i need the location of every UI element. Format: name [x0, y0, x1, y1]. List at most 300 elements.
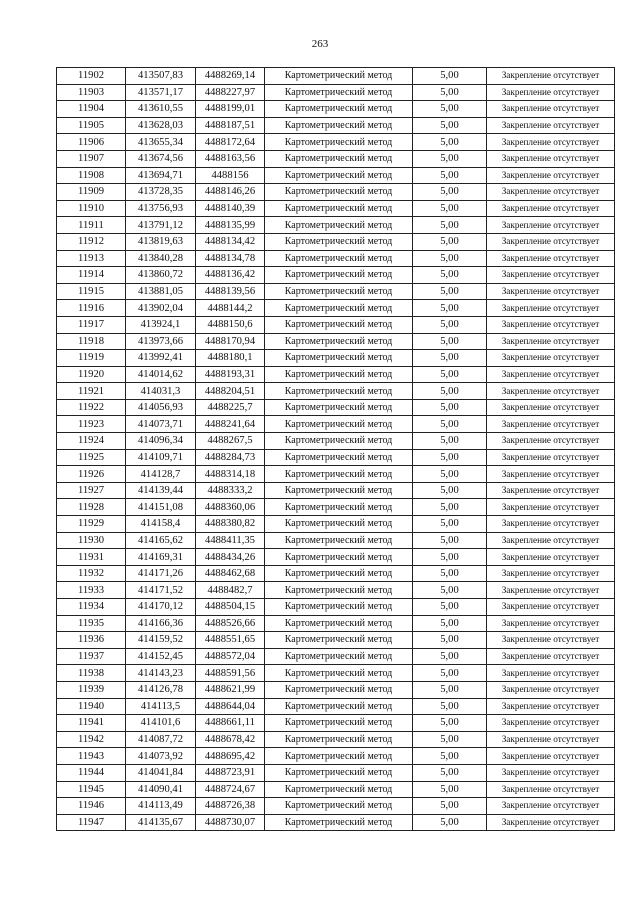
point-number-cell: 11916 [57, 300, 126, 317]
coordinates-table-body [57, 68, 615, 831]
method-cell: Картометрический метод [265, 200, 413, 217]
method-cell: Картометрический метод [265, 681, 413, 698]
method-cell: Картометрический метод [265, 283, 413, 300]
method-cell: Картометрический метод [265, 150, 413, 167]
point-number-cell: 11934 [57, 599, 126, 616]
x-coordinate-cell: 414166,36 [126, 615, 196, 632]
y-coordinate-cell: 4488241,64 [196, 416, 265, 433]
accuracy-cell: 5,00 [413, 333, 487, 350]
x-coordinate-cell: 414113,5 [126, 698, 196, 715]
point-number-cell: 11940 [57, 698, 126, 715]
accuracy-cell: 5,00 [413, 781, 487, 798]
marker-description-cell: Закрепление отсутствует [487, 117, 615, 134]
point-number-cell: 11941 [57, 715, 126, 732]
table-row [57, 134, 615, 151]
accuracy-cell: 5,00 [413, 698, 487, 715]
method-cell: Картометрический метод [265, 316, 413, 333]
accuracy-cell: 5,00 [413, 217, 487, 234]
accuracy-cell: 5,00 [413, 764, 487, 781]
point-number-cell: 11944 [57, 764, 126, 781]
accuracy-cell: 5,00 [413, 383, 487, 400]
accuracy-cell: 5,00 [413, 499, 487, 516]
method-cell: Картометрический метод [265, 167, 413, 184]
point-number-cell: 11919 [57, 350, 126, 367]
accuracy-cell: 5,00 [413, 283, 487, 300]
y-coordinate-cell: 4488723,91 [196, 764, 265, 781]
point-number-cell: 11907 [57, 150, 126, 167]
x-coordinate-cell: 413924,1 [126, 316, 196, 333]
table-row [57, 731, 615, 748]
x-coordinate-cell: 413902,04 [126, 300, 196, 317]
point-number-cell: 11908 [57, 167, 126, 184]
table-row [57, 283, 615, 300]
method-cell: Картометрический метод [265, 117, 413, 134]
point-number-cell: 11945 [57, 781, 126, 798]
accuracy-cell: 5,00 [413, 715, 487, 732]
accuracy-cell: 5,00 [413, 399, 487, 416]
x-coordinate-cell: 414031,3 [126, 383, 196, 400]
table-row [57, 582, 615, 599]
x-coordinate-cell: 414159,52 [126, 632, 196, 649]
accuracy-cell: 5,00 [413, 350, 487, 367]
point-number-cell: 11922 [57, 399, 126, 416]
table-row [57, 532, 615, 549]
point-number-cell: 11930 [57, 532, 126, 549]
table-row [57, 184, 615, 201]
method-cell: Картометрический метод [265, 599, 413, 616]
y-coordinate-cell: 4488572,04 [196, 648, 265, 665]
point-number-cell: 11905 [57, 117, 126, 134]
table-row [57, 200, 615, 217]
marker-description-cell: Закрепление отсутствует [487, 466, 615, 483]
marker-description-cell: Закрепление отсутствует [487, 516, 615, 533]
y-coordinate-cell: 4488591,56 [196, 665, 265, 682]
marker-description-cell: Закрепление отсутствует [487, 350, 615, 367]
method-cell: Картометрический метод [265, 350, 413, 367]
x-coordinate-cell: 413610,55 [126, 101, 196, 118]
table-row [57, 798, 615, 815]
accuracy-cell: 5,00 [413, 84, 487, 101]
table-row [57, 482, 615, 499]
table-row [57, 383, 615, 400]
x-coordinate-cell: 414096,34 [126, 433, 196, 450]
y-coordinate-cell: 4488267,5 [196, 433, 265, 450]
point-number-cell: 11943 [57, 748, 126, 765]
table-row [57, 300, 615, 317]
marker-description-cell: Закрепление отсутствует [487, 416, 615, 433]
y-coordinate-cell: 4488724,67 [196, 781, 265, 798]
y-coordinate-cell: 4488411,35 [196, 532, 265, 549]
y-coordinate-cell: 4488193,31 [196, 366, 265, 383]
x-coordinate-cell: 414113,49 [126, 798, 196, 815]
y-coordinate-cell: 4488199,01 [196, 101, 265, 118]
point-number-cell: 11931 [57, 549, 126, 566]
y-coordinate-cell: 4488227,97 [196, 84, 265, 101]
point-number-cell: 11909 [57, 184, 126, 201]
accuracy-cell: 5,00 [413, 565, 487, 582]
table-row [57, 665, 615, 682]
x-coordinate-cell: 413728,35 [126, 184, 196, 201]
table-row [57, 615, 615, 632]
table-row [57, 748, 615, 765]
x-coordinate-cell: 413840,28 [126, 250, 196, 267]
method-cell: Картометрический метод [265, 184, 413, 201]
table-row [57, 814, 615, 831]
table-row [57, 499, 615, 516]
marker-description-cell: Закрепление отсутствует [487, 267, 615, 284]
point-number-cell: 11942 [57, 731, 126, 748]
marker-description-cell: Закрепление отсутствует [487, 449, 615, 466]
marker-description-cell: Закрепление отсутствует [487, 731, 615, 748]
y-coordinate-cell: 4488644,04 [196, 698, 265, 715]
marker-description-cell: Закрепление отсутствует [487, 549, 615, 566]
y-coordinate-cell: 4488140,39 [196, 200, 265, 217]
y-coordinate-cell: 4488139,56 [196, 283, 265, 300]
marker-description-cell: Закрепление отсутствует [487, 599, 615, 616]
marker-description-cell: Закрепление отсутствует [487, 482, 615, 499]
y-coordinate-cell: 4488380,82 [196, 516, 265, 533]
method-cell: Картометрический метод [265, 698, 413, 715]
y-coordinate-cell: 4488269,14 [196, 68, 265, 85]
method-cell: Картометрический метод [265, 217, 413, 234]
table-row [57, 599, 615, 616]
marker-description-cell: Закрепление отсутствует [487, 715, 615, 732]
x-coordinate-cell: 414143,23 [126, 665, 196, 682]
marker-description-cell: Закрепление отсутствует [487, 283, 615, 300]
y-coordinate-cell: 4488621,99 [196, 681, 265, 698]
point-number-cell: 11904 [57, 101, 126, 118]
y-coordinate-cell: 4488333,2 [196, 482, 265, 499]
marker-description-cell: Закрепление отсутствует [487, 433, 615, 450]
table-row [57, 648, 615, 665]
marker-description-cell: Закрепление отсутствует [487, 250, 615, 267]
method-cell: Картометрический метод [265, 499, 413, 516]
point-number-cell: 11937 [57, 648, 126, 665]
table-row [57, 516, 615, 533]
table-row [57, 233, 615, 250]
point-number-cell: 11938 [57, 665, 126, 682]
marker-description-cell: Закрепление отсутствует [487, 532, 615, 549]
x-coordinate-cell: 414090,41 [126, 781, 196, 798]
method-cell: Картометрический метод [265, 748, 413, 765]
y-coordinate-cell: 4488526,66 [196, 615, 265, 632]
accuracy-cell: 5,00 [413, 599, 487, 616]
marker-description-cell: Закрепление отсутствует [487, 781, 615, 798]
marker-description-cell: Закрепление отсутствует [487, 184, 615, 201]
y-coordinate-cell: 4488695,42 [196, 748, 265, 765]
point-number-cell: 11903 [57, 84, 126, 101]
x-coordinate-cell: 414171,26 [126, 565, 196, 582]
marker-description-cell: Закрепление отсутствует [487, 217, 615, 234]
table-row [57, 150, 615, 167]
point-number-cell: 11926 [57, 466, 126, 483]
table-row [57, 466, 615, 483]
accuracy-cell: 5,00 [413, 681, 487, 698]
method-cell: Картометрический метод [265, 532, 413, 549]
marker-description-cell: Закрепление отсутствует [487, 582, 615, 599]
table-row [57, 333, 615, 350]
accuracy-cell: 5,00 [413, 300, 487, 317]
point-number-cell: 11929 [57, 516, 126, 533]
point-number-cell: 11925 [57, 449, 126, 466]
marker-description-cell: Закрепление отсутствует [487, 366, 615, 383]
point-number-cell: 11924 [57, 433, 126, 450]
accuracy-cell: 5,00 [413, 200, 487, 217]
table-row [57, 416, 615, 433]
marker-description-cell: Закрепление отсутствует [487, 150, 615, 167]
accuracy-cell: 5,00 [413, 748, 487, 765]
point-number-cell: 11914 [57, 267, 126, 284]
page-number: 263 [311, 38, 329, 50]
y-coordinate-cell: 4488150,6 [196, 316, 265, 333]
accuracy-cell: 5,00 [413, 466, 487, 483]
y-coordinate-cell: 4488163,56 [196, 150, 265, 167]
x-coordinate-cell: 414101,6 [126, 715, 196, 732]
x-coordinate-cell: 414169,31 [126, 549, 196, 566]
accuracy-cell: 5,00 [413, 150, 487, 167]
y-coordinate-cell: 4488225,7 [196, 399, 265, 416]
marker-description-cell: Закрепление отсутствует [487, 798, 615, 815]
x-coordinate-cell: 414171,52 [126, 582, 196, 599]
x-coordinate-cell: 413571,17 [126, 84, 196, 101]
y-coordinate-cell: 4488434,26 [196, 549, 265, 566]
point-number-cell: 11927 [57, 482, 126, 499]
table-row [57, 68, 615, 85]
table-row [57, 565, 615, 582]
x-coordinate-cell: 413819,63 [126, 233, 196, 250]
table-row [57, 217, 615, 234]
point-number-cell: 11920 [57, 366, 126, 383]
method-cell: Картометрический метод [265, 582, 413, 599]
method-cell: Картометрический метод [265, 482, 413, 499]
y-coordinate-cell: 4488146,26 [196, 184, 265, 201]
accuracy-cell: 5,00 [413, 731, 487, 748]
coordinates-table [56, 67, 615, 831]
y-coordinate-cell: 4488551,65 [196, 632, 265, 649]
marker-description-cell: Закрепление отсутствует [487, 748, 615, 765]
marker-description-cell: Закрепление отсутствует [487, 316, 615, 333]
table-row [57, 764, 615, 781]
table-row [57, 316, 615, 333]
x-coordinate-cell: 414158,4 [126, 516, 196, 533]
accuracy-cell: 5,00 [413, 516, 487, 533]
marker-description-cell: Закрепление отсутствует [487, 764, 615, 781]
method-cell: Картометрический метод [265, 549, 413, 566]
accuracy-cell: 5,00 [413, 68, 487, 85]
accuracy-cell: 5,00 [413, 134, 487, 151]
marker-description-cell: Закрепление отсутствует [487, 648, 615, 665]
method-cell: Картометрический метод [265, 764, 413, 781]
method-cell: Картометрический метод [265, 814, 413, 831]
accuracy-cell: 5,00 [413, 582, 487, 599]
table-row [57, 715, 615, 732]
method-cell: Картометрический метод [265, 433, 413, 450]
marker-description-cell: Закрепление отсутствует [487, 333, 615, 350]
method-cell: Картометрический метод [265, 250, 413, 267]
x-coordinate-cell: 413992,41 [126, 350, 196, 367]
y-coordinate-cell: 4488180,1 [196, 350, 265, 367]
x-coordinate-cell: 413881,05 [126, 283, 196, 300]
x-coordinate-cell: 414126,78 [126, 681, 196, 698]
point-number-cell: 11915 [57, 283, 126, 300]
marker-description-cell: Закрепление отсутствует [487, 233, 615, 250]
y-coordinate-cell: 4488136,42 [196, 267, 265, 284]
x-coordinate-cell: 413507,83 [126, 68, 196, 85]
y-coordinate-cell: 4488482,7 [196, 582, 265, 599]
method-cell: Картометрический метод [265, 516, 413, 533]
marker-description-cell: Закрепление отсутствует [487, 681, 615, 698]
method-cell: Картометрический метод [265, 632, 413, 649]
y-coordinate-cell: 4488462,68 [196, 565, 265, 582]
point-number-cell: 11912 [57, 233, 126, 250]
accuracy-cell: 5,00 [413, 184, 487, 201]
table-row [57, 549, 615, 566]
method-cell: Картометрический метод [265, 383, 413, 400]
accuracy-cell: 5,00 [413, 449, 487, 466]
table-row [57, 267, 615, 284]
marker-description-cell: Закрепление отсутствует [487, 167, 615, 184]
x-coordinate-cell: 413791,12 [126, 217, 196, 234]
accuracy-cell: 5,00 [413, 101, 487, 118]
point-number-cell: 11906 [57, 134, 126, 151]
method-cell: Картометрический метод [265, 333, 413, 350]
method-cell: Картометрический метод [265, 466, 413, 483]
marker-description-cell: Закрепление отсутствует [487, 101, 615, 118]
x-coordinate-cell: 413628,03 [126, 117, 196, 134]
y-coordinate-cell: 4488678,42 [196, 731, 265, 748]
x-coordinate-cell: 413694,71 [126, 167, 196, 184]
table-row [57, 433, 615, 450]
method-cell: Картометрический метод [265, 84, 413, 101]
x-coordinate-cell: 414056,93 [126, 399, 196, 416]
marker-description-cell: Закрепление отсутствует [487, 383, 615, 400]
point-number-cell: 11910 [57, 200, 126, 217]
x-coordinate-cell: 414151,08 [126, 499, 196, 516]
y-coordinate-cell: 4488204,51 [196, 383, 265, 400]
y-coordinate-cell: 4488156 [196, 167, 265, 184]
x-coordinate-cell: 414139,44 [126, 482, 196, 499]
x-coordinate-cell: 413973,66 [126, 333, 196, 350]
accuracy-cell: 5,00 [413, 648, 487, 665]
accuracy-cell: 5,00 [413, 366, 487, 383]
accuracy-cell: 5,00 [413, 665, 487, 682]
x-coordinate-cell: 414041,84 [126, 764, 196, 781]
accuracy-cell: 5,00 [413, 267, 487, 284]
marker-description-cell: Закрепление отсутствует [487, 200, 615, 217]
x-coordinate-cell: 414087,72 [126, 731, 196, 748]
accuracy-cell: 5,00 [413, 615, 487, 632]
method-cell: Картометрический метод [265, 101, 413, 118]
method-cell: Картометрический метод [265, 715, 413, 732]
y-coordinate-cell: 4488284,73 [196, 449, 265, 466]
y-coordinate-cell: 4488134,42 [196, 233, 265, 250]
marker-description-cell: Закрепление отсутствует [487, 615, 615, 632]
point-number-cell: 11946 [57, 798, 126, 815]
accuracy-cell: 5,00 [413, 433, 487, 450]
method-cell: Картометрический метод [265, 449, 413, 466]
table-row [57, 449, 615, 466]
marker-description-cell: Закрепление отсутствует [487, 814, 615, 831]
x-coordinate-cell: 413674,56 [126, 150, 196, 167]
method-cell: Картометрический метод [265, 68, 413, 85]
marker-description-cell: Закрепление отсутствует [487, 134, 615, 151]
y-coordinate-cell: 4488726,38 [196, 798, 265, 815]
x-coordinate-cell: 414128,7 [126, 466, 196, 483]
method-cell: Картометрический метод [265, 300, 413, 317]
point-number-cell: 11928 [57, 499, 126, 516]
table-row [57, 167, 615, 184]
accuracy-cell: 5,00 [413, 167, 487, 184]
point-number-cell: 11921 [57, 383, 126, 400]
y-coordinate-cell: 4488144,2 [196, 300, 265, 317]
table-row [57, 250, 615, 267]
marker-description-cell: Закрепление отсутствует [487, 300, 615, 317]
method-cell: Картометрический метод [265, 416, 413, 433]
table-row [57, 117, 615, 134]
point-number-cell: 11917 [57, 316, 126, 333]
accuracy-cell: 5,00 [413, 532, 487, 549]
point-number-cell: 11913 [57, 250, 126, 267]
x-coordinate-cell: 414165,62 [126, 532, 196, 549]
method-cell: Картометрический метод [265, 798, 413, 815]
table-row [57, 632, 615, 649]
x-coordinate-cell: 413860,72 [126, 267, 196, 284]
point-number-cell: 11947 [57, 814, 126, 831]
marker-description-cell: Закрепление отсутствует [487, 698, 615, 715]
point-number-cell: 11902 [57, 68, 126, 85]
point-number-cell: 11933 [57, 582, 126, 599]
point-number-cell: 11932 [57, 565, 126, 582]
x-coordinate-cell: 413756,93 [126, 200, 196, 217]
marker-description-cell: Закрепление отсутствует [487, 565, 615, 582]
table-row [57, 366, 615, 383]
x-coordinate-cell: 414109,71 [126, 449, 196, 466]
method-cell: Картометрический метод [265, 399, 413, 416]
method-cell: Картометрический метод [265, 781, 413, 798]
y-coordinate-cell: 4488504,15 [196, 599, 265, 616]
y-coordinate-cell: 4488135,99 [196, 217, 265, 234]
method-cell: Картометрический метод [265, 267, 413, 284]
accuracy-cell: 5,00 [413, 316, 487, 333]
y-coordinate-cell: 4488314,18 [196, 466, 265, 483]
x-coordinate-cell: 414073,92 [126, 748, 196, 765]
y-coordinate-cell: 4488730,07 [196, 814, 265, 831]
x-coordinate-cell: 414170,12 [126, 599, 196, 616]
point-number-cell: 11911 [57, 217, 126, 234]
accuracy-cell: 5,00 [413, 798, 487, 815]
table-row [57, 350, 615, 367]
marker-description-cell: Закрепление отсутствует [487, 632, 615, 649]
marker-description-cell: Закрепление отсутствует [487, 68, 615, 85]
method-cell: Картометрический метод [265, 648, 413, 665]
y-coordinate-cell: 4488172,64 [196, 134, 265, 151]
accuracy-cell: 5,00 [413, 250, 487, 267]
x-coordinate-cell: 414073,71 [126, 416, 196, 433]
x-coordinate-cell: 414014,62 [126, 366, 196, 383]
table-row [57, 781, 615, 798]
table-row [57, 681, 615, 698]
y-coordinate-cell: 4488661,11 [196, 715, 265, 732]
x-coordinate-cell: 414152,45 [126, 648, 196, 665]
marker-description-cell: Закрепление отсутствует [487, 499, 615, 516]
marker-description-cell: Закрепление отсутствует [487, 84, 615, 101]
method-cell: Картометрический метод [265, 366, 413, 383]
accuracy-cell: 5,00 [413, 814, 487, 831]
accuracy-cell: 5,00 [413, 117, 487, 134]
accuracy-cell: 5,00 [413, 233, 487, 250]
y-coordinate-cell: 4488187,51 [196, 117, 265, 134]
table-row [57, 399, 615, 416]
